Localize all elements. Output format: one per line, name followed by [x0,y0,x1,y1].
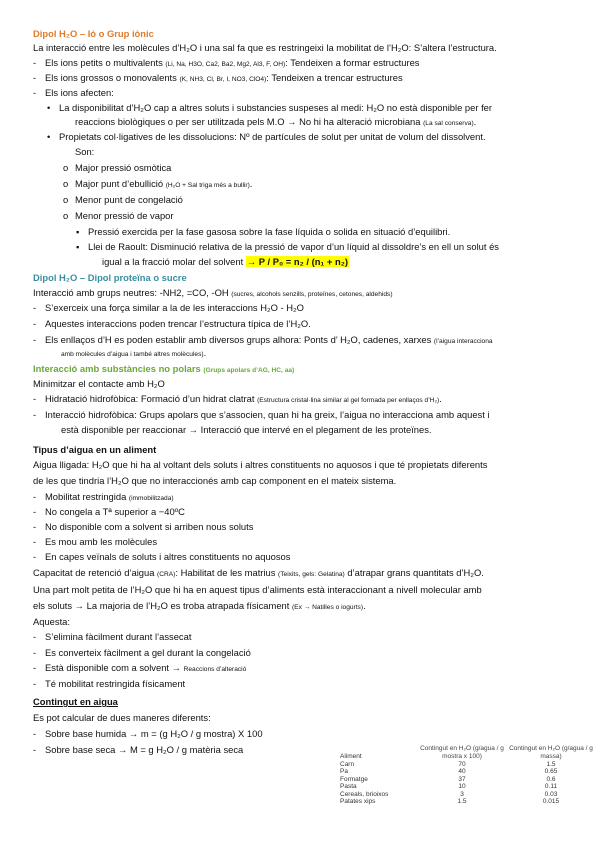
bullet-marker: - [33,662,37,673]
bullet-marker: o [63,178,69,189]
text-segment: : Tendeixen a trencar estructures [266,72,403,83]
bullet-marker: o [63,194,69,205]
text-segment: (l’aigua interacciona [433,338,493,345]
text-segment: Llei de Raoult: Disminució relativa de la pressió de vapor d’un líquid al dissoldre’s en ell un solut és [88,241,499,252]
text-line [75,146,94,158]
text-segment: Té mobilitat restringida físicament [45,678,186,689]
table-cell: 40 [458,768,466,775]
list-item [33,728,263,740]
table-row [340,798,596,806]
list-item [33,631,192,643]
bullet-marker: ▪ [76,241,80,252]
text-segment: : Habilitat de les matrius [175,567,279,578]
text-segment: Interacció amb grups neutres: -NH2, =CO, -OH [33,287,232,298]
table-cell: Cereals, brioixos [340,790,389,798]
bullet-marker: - [33,393,37,404]
table-row [340,761,596,769]
text-segment: Es pot calcular de dues maneres diferents: [33,712,211,723]
list-item [33,393,442,407]
list-item [47,102,493,114]
list-item [76,226,451,238]
table-cell: 37 [458,775,466,783]
text-segment: Els ions petits o multivalents [45,57,166,68]
table-cell: 0.015 [542,798,560,805]
list-item [33,678,186,690]
text-segment: Capacitat de retenció d’aigua [33,567,158,578]
text-segment: Dipol H₂O – Dipol proteïna o sucre [33,272,187,283]
text-segment: d’atrapar grans quantitats d’H₂O. [344,567,484,578]
text-line [33,287,393,301]
list-item [33,536,158,548]
table-cell: Formatge [340,775,368,783]
text-segment: Son: [75,146,95,157]
list-item [33,334,493,348]
bullet-marker: - [33,57,37,68]
text-segment: (La sal conserva) [423,120,474,127]
text-line [33,378,165,390]
bullet-marker: - [33,631,37,642]
text-line [33,475,396,487]
text-segment: està disponible per reaccionar → Interacció que intervé en el plegament de les proteïnes. [61,424,432,435]
bullet-marker: - [33,506,37,517]
list-item [33,551,291,563]
text-segment: Major pressió osmòtica [75,162,172,173]
bullet-marker: - [33,678,37,689]
bullet-marker: - [33,491,37,502]
table-cell: Pasta [340,783,357,790]
text-line [33,42,497,54]
table-cell: 0.03 [544,790,558,798]
table-row [340,776,596,784]
text-line [33,712,211,724]
text-segment: Dipol H₂O – Ió o Grup iònic [33,28,154,39]
list-item [33,318,311,330]
table-header-dry-basis: Contingut en H₂O (g/agua / g massa) [509,745,593,760]
text-segment: (K, NH3, Cl, Br, I, NO3, ClO4) [179,76,267,83]
text-segment: (Grups apolars d’AG, HC, aa) [203,367,295,374]
text-segment: Pressió exercida per la fase gasosa sobre la fase líquida o solida en situació d’equilibri. [88,226,451,237]
list-item [63,210,174,222]
text-segment: En capes veïnals de soluts i altres constituents no aquosos [45,551,291,562]
text-segment: Aigua lligada: H₂O que hi ha al voltant dels soluts i altres constituents no aquosos i que té propietats diferents [33,459,488,470]
text-segment: . [363,600,366,611]
text-segment: No disponible com a solvent si arriben nous soluts [45,521,254,532]
bullet-marker: - [33,318,37,329]
text-segment: Aquestes interaccions poden trencar l’estructura típica de l’H₂O. [45,318,311,329]
table-row [340,791,596,799]
text-segment: Menor punt de congelació [75,194,183,205]
text-segment: Sobre base humida → m = (g H₂O / g mostra) X 100 [45,728,263,739]
table-row [340,783,596,791]
text-segment: de les que tindria l’H₂O que no interaccionés amb cap component en el mateix sistema. [33,475,397,486]
section-heading [33,444,156,456]
table-header-row [340,745,596,761]
text-segment: Menor pressió de vapor [75,210,174,221]
text-line [33,600,366,614]
text-segment: S’elimina fàcilment durant l’assecat [45,631,192,642]
bullet-marker: - [33,551,37,562]
list-item [33,57,420,71]
bullet-marker: - [33,302,37,313]
text-segment: La disponibilitat d’H₂O cap a altres soluts i substancies suspeses al medi: H₂O no està disponible per fer [59,102,493,113]
bullet-marker: - [33,728,37,739]
bullet-marker: - [33,72,37,83]
text-segment: Minimitzar el contacte amb H₂O [33,378,165,389]
bullet-marker: • [47,102,51,113]
text-segment: (H₂O + Sal triga més a bullir) [165,182,250,189]
table-header-food: Aliment [340,753,362,760]
bullet-marker: - [33,409,37,420]
bullet-marker: - [33,647,37,658]
text-segment: els soluts → La majoria de l’H₂O es troba atrapada físicament [33,600,292,611]
bullet-marker: - [33,744,37,755]
text-segment: Es converteix fàcilment a gel durant la congelació [45,647,251,658]
text-segment: (immobilitzada) [128,495,174,502]
section-heading [33,696,118,708]
list-item [63,162,172,174]
text-line [33,616,70,628]
list-item [33,506,185,518]
list-item [33,302,304,314]
text-segment: Propietats col·ligatives de les dissolucions: Nº de partícules de solut per unitat de volum del dissolvent. [59,131,486,142]
list-item [33,72,403,86]
text-segment: . [439,393,442,404]
list-item [33,87,114,99]
list-item [33,491,174,505]
list-item [76,241,499,253]
text-segment: amb molècules d’aigua i també altres molècules) [61,351,204,358]
bullet-marker: ▪ [76,226,80,237]
list-item [33,744,244,756]
table-cell: 1.5 [546,760,556,768]
table-cell: 1.5 [457,798,467,805]
text-segment: (CRA) [157,571,176,578]
table-cell: 0.65 [544,768,558,775]
text-segment: (Ex → Natilles o iogurts) [291,604,364,611]
section-heading [33,28,154,40]
text-line [75,116,476,130]
text-segment: Els ions grossos o monovalents [45,72,180,83]
text-segment: Mobilitat restringida [45,491,129,502]
list-item [63,194,183,206]
list-item [63,178,253,192]
table-cell: 10 [458,783,466,790]
text-segment: . [203,347,207,358]
bullet-marker: - [33,536,37,547]
text-segment: Es mou amb les molècules [45,536,158,547]
bullet-marker: - [33,87,37,98]
table-row [340,768,596,776]
text-segment: . [473,116,477,127]
table-header-wet-basis: Contingut en H₂O (g/agua / g mostra x 100) [420,745,504,760]
bullet-marker: - [33,334,37,345]
text-segment: → P / P₀ = n₂ / (n₁ + n₂) [246,256,348,267]
text-segment: La interacció entre les molècules d’H₂O i una sal fa que es restringeixi la mobilitat de l’H₂O: S’altera l’estructura. [33,42,497,53]
text-segment: reaccions biològiques o per ser utilitzada pels M.O → No hi ha alteració microbiana [75,116,424,127]
list-item [33,647,251,659]
text-line [33,459,487,471]
text-line [102,256,349,268]
section-heading [33,272,187,284]
bullet-marker: o [63,210,69,221]
text-segment: . [249,178,253,189]
text-line [33,567,484,581]
text-segment: Està disponible com a solvent → [45,662,184,673]
text-segment: Tipus d’aigua en un aliment [33,444,157,455]
text-segment: Sobre base seca → M = g H₂O / g matèria seca [45,744,244,755]
text-segment: (sucres, alcohols senzills, proteïnes, cetones, aldehids) [231,291,393,298]
text-segment: No congela a Tª superior a −40ºC [45,506,185,517]
text-segment: S’exerceix una força similar a la de les interaccions H₂O - H₂O [45,302,304,313]
text-line [33,584,482,596]
text-segment: Major punt d’ebullició [75,178,166,189]
list-item [33,409,490,421]
table-cell: 3 [460,790,464,798]
water-content-table [340,745,596,806]
text-segment: igual a la fracció molar del solvent [102,256,246,267]
text-segment: Els ions afecten: [45,87,114,98]
text-segment: Una part molt petita de l’H₂O que hi ha en aquest tipus d’aliments està interaccionant a nivell molecular amb [33,584,482,595]
text-segment: Interacció amb substàncies no polars [33,363,204,374]
text-segment: (Li, Na, H3O, Ca2, Ba2, Mg2, Al3, F, OH) [165,61,286,68]
text-segment: Interacció hidrofòbica: Grups apolars que s’associen, quan hi ha greix, l’aigua no interacciona amb aquest i [45,409,490,420]
section-heading [33,363,294,377]
bullet-marker: • [47,131,51,142]
bullet-marker: o [63,162,69,173]
bullet-marker: - [33,521,37,532]
text-segment: (Teixits, gels: Gelatina) [278,571,345,578]
text-line [61,424,432,436]
table-cell: Pa [340,768,348,775]
text-segment: Aquesta: [33,616,71,627]
list-item [33,521,254,533]
text-segment: (Estructura cristal·lina similar al gel formada per enllaços d’H₂) [257,397,440,404]
table-cell: 70 [458,760,466,768]
text-segment: Hidratació hidrofòbica: Formació d’un hidrat clatrat [45,393,258,404]
text-segment: Contingut en aigua [33,696,118,707]
text-segment: Reaccions d’alteració [183,666,247,673]
text-segment: Els enllaços d’H es poden establir amb diversos grups alhora: Ponts d’ H₂O, cadenes, xarxes [45,334,434,345]
table-cell: 0.6 [546,775,556,783]
text-line [61,347,206,361]
table-cell: Carn [340,760,355,768]
table-cell: 0.11 [544,783,558,790]
text-segment: : Tendeixen a formar estructures [285,57,420,68]
table-cell: Patates xips [340,798,376,805]
list-item [33,662,247,676]
list-item [47,131,486,143]
